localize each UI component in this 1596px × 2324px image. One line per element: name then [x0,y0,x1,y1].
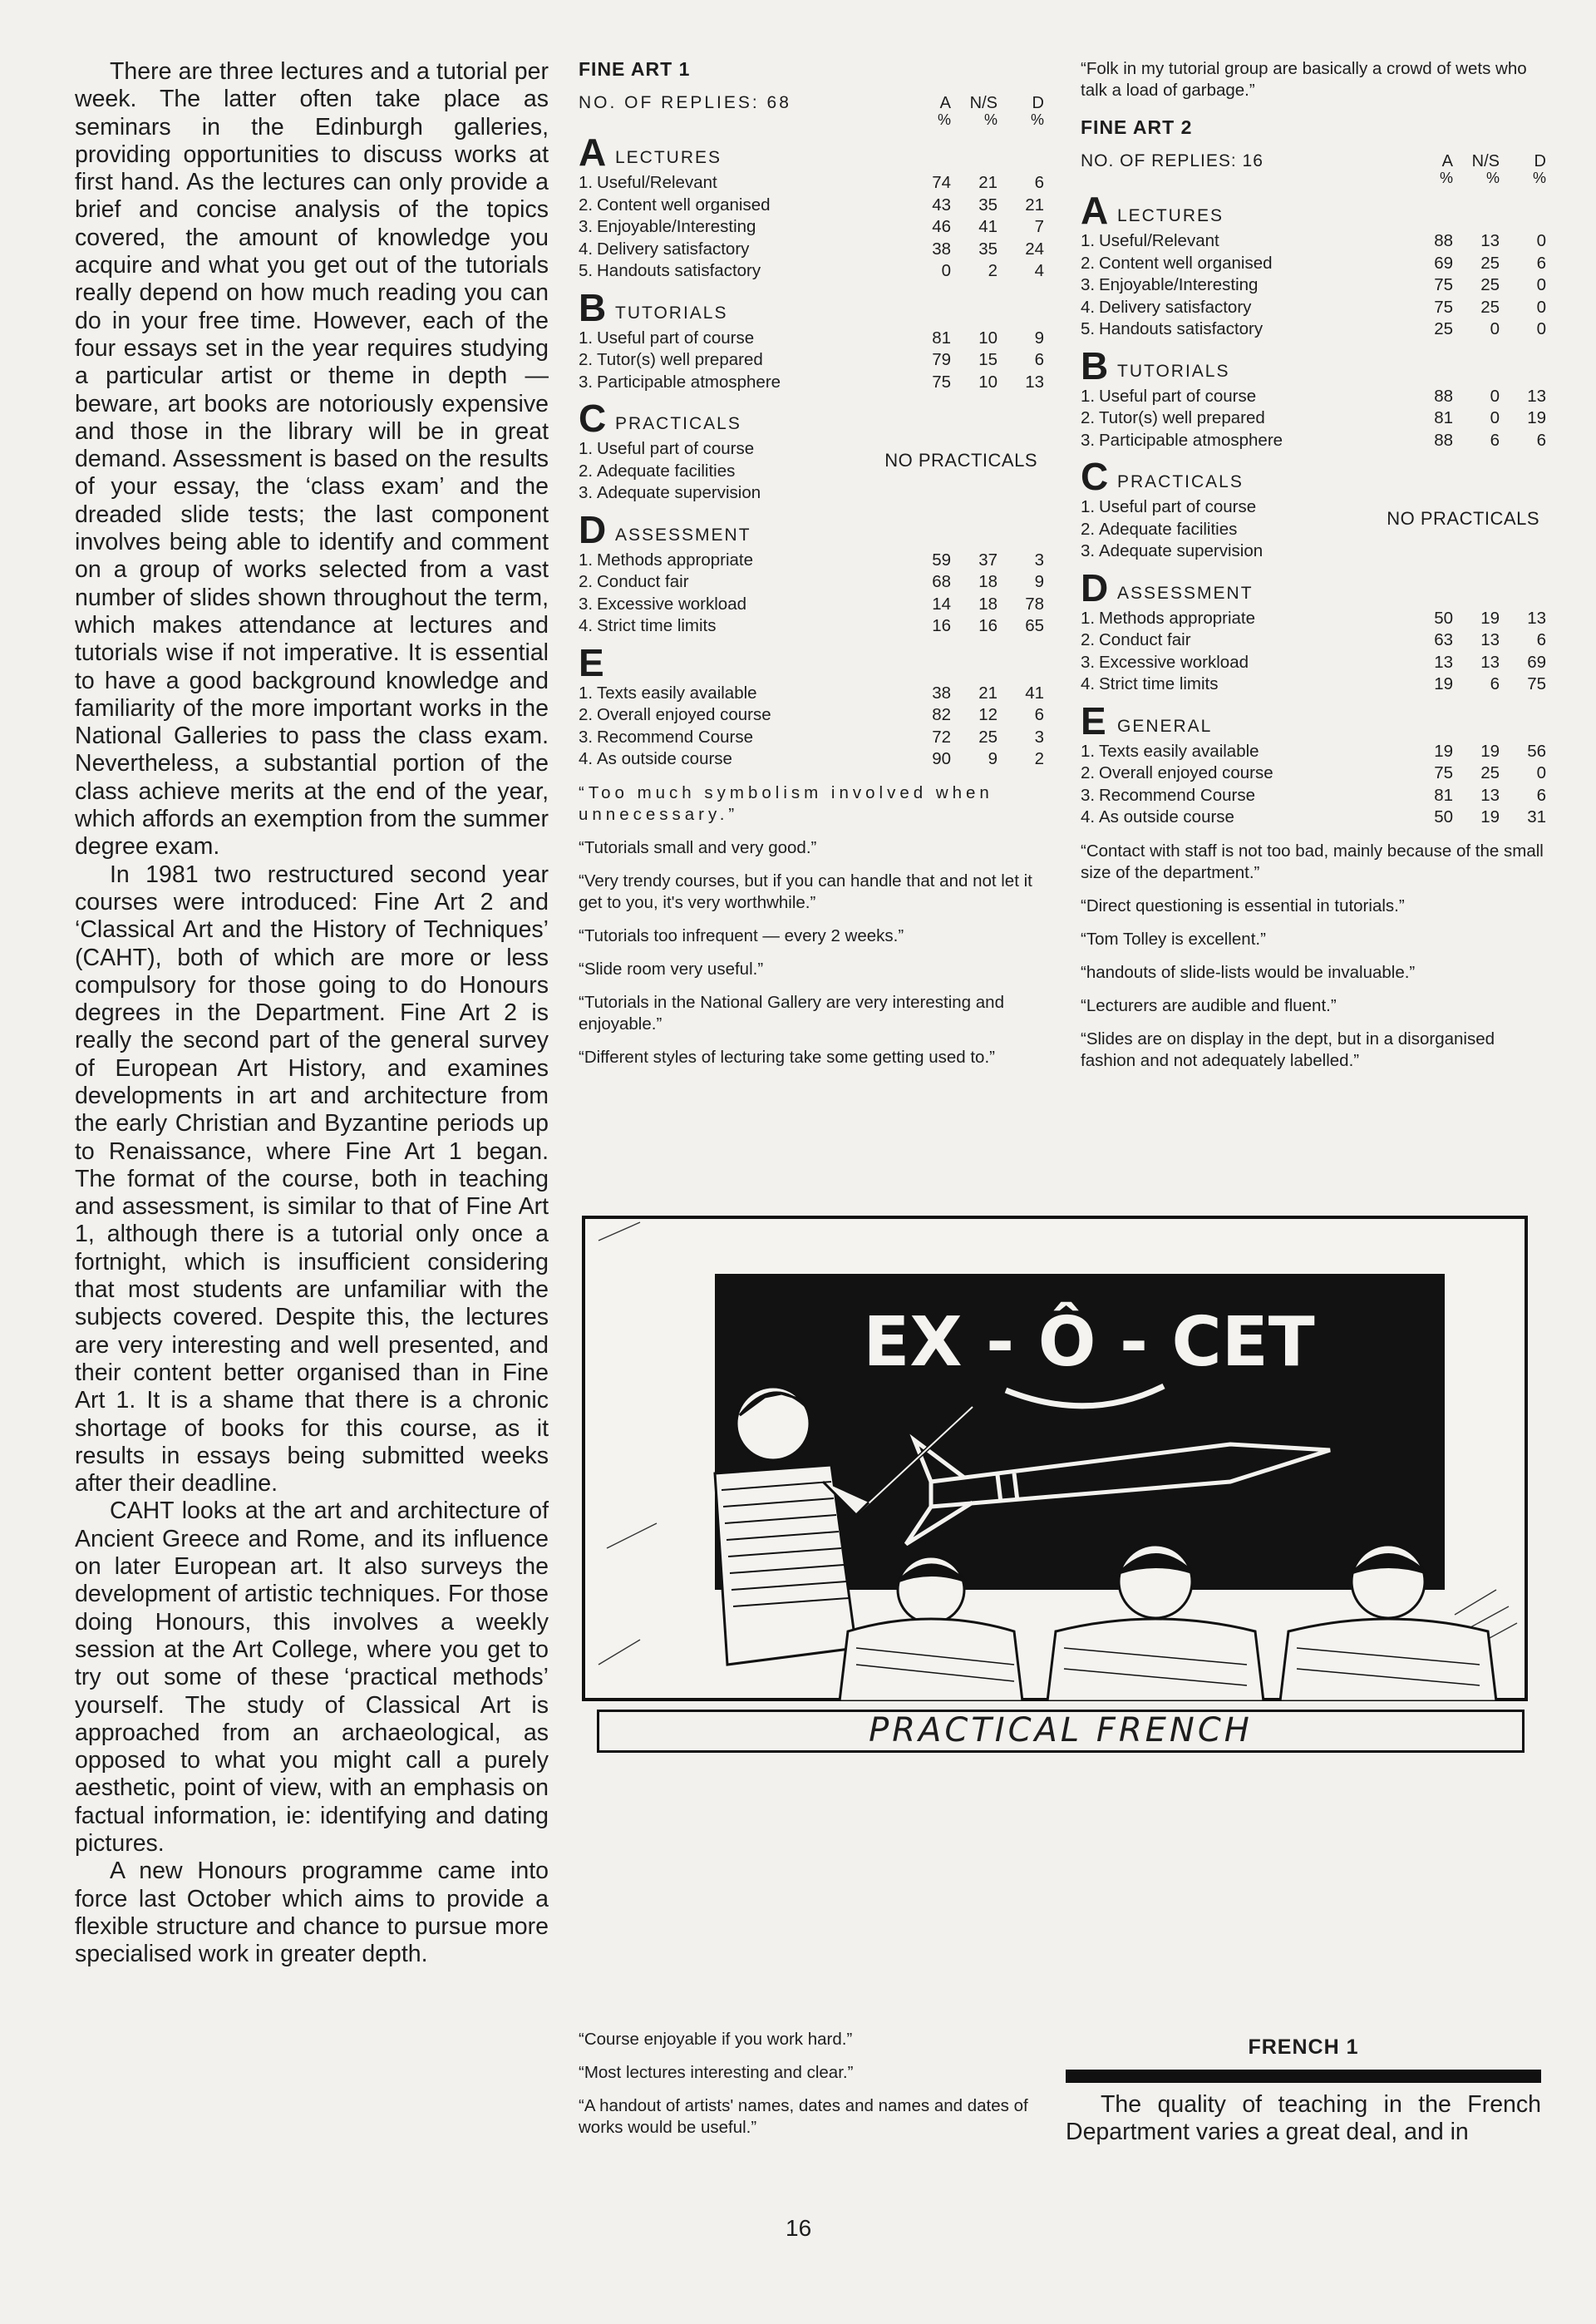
row-label: Overall enjoyed course [1099,763,1273,782]
row-number: 1. [1081,231,1096,250]
section-letter: C [579,397,607,440]
not-sure-value: 0 [1490,386,1500,406]
agree-value: 43 [932,195,951,215]
disagree-value: 19 [1527,408,1546,427]
fine-art-2-survey [1081,58,1546,1072]
student-quotes [579,782,1044,1068]
survey-row [579,260,1044,283]
disagree-value: 0 [1536,319,1546,338]
disagree-value: 75 [1527,674,1546,693]
disagree-value: 4 [1034,261,1044,280]
survey-row [579,615,1044,638]
not-sure-value: 6 [1490,674,1500,693]
row-label: Conduct fair [597,572,689,591]
disagree-value: 24 [1025,239,1044,259]
replies-count: NO. OF REPLIES: 16 [1081,151,1264,170]
french-1-section [1066,2035,1541,2146]
survey-row [1081,652,1546,674]
row-number: 3. [579,483,594,502]
survey-row [579,594,1044,616]
survey-sections [1081,189,1546,829]
not-sure-value: 41 [978,217,998,236]
not-sure-value: 19 [1480,741,1500,761]
disagree-value: 0 [1536,275,1546,294]
row-number: 2. [1081,253,1096,273]
student-quote: “Direct questioning is essential in tutorials.” [1081,896,1405,915]
col-header-disagree: D [1032,94,1044,112]
row-number: 1. [1081,608,1096,628]
row-label: As outside course [1099,807,1234,826]
agree-value: 81 [932,328,951,348]
disagree-value: 13 [1025,372,1044,392]
disagree-value: 6 [1034,705,1044,724]
agree-value: 16 [932,616,951,635]
disagree-value: 56 [1527,741,1546,761]
no-practicals-note: NO PRACTICALS [884,450,1037,471]
row-label: Recommend Course [1099,785,1255,805]
col-header-disagree: D [1534,152,1546,170]
row-number: 4. [1081,297,1096,317]
not-sure-value: 37 [978,550,998,570]
row-label: Adequate supervision [597,483,761,502]
agree-value: 82 [932,705,951,724]
survey-row [1081,253,1546,275]
section-title: FRENCH 1 [1248,2035,1359,2059]
agree-value: 13 [1434,652,1453,672]
survey-row [1081,407,1546,430]
row-label: Methods appropriate [1099,608,1256,628]
survey-row [1081,386,1546,408]
row-label: Participable atmosphere [1099,430,1283,450]
agree-value: 38 [932,683,951,703]
row-label: Content well organised [1099,253,1273,273]
not-sure-value: 9 [988,749,998,768]
survey-title: FINE ART 2 [1081,116,1193,138]
row-number: 4. [579,616,594,635]
row-label: Enjoyable/Interesting [1099,275,1259,294]
section-name: LECTURES [615,148,722,167]
agree-value: 81 [1434,408,1453,427]
agree-value: 88 [1434,386,1453,406]
agree-value: 19 [1434,741,1453,761]
row-number: 1. [579,328,594,348]
student-quotes [1081,841,1546,1072]
survey-row [1081,807,1546,829]
survey-row [579,372,1044,394]
survey-row [1081,629,1546,652]
survey-row [1081,297,1546,319]
student-quote: “Contact with staff is not too bad, mainly because of the small size of the department.” [1081,841,1544,882]
practical-french-cartoon [582,1216,1528,1701]
section-letter: C [1081,455,1109,498]
student-quote: “Tutorials in the National Gallery are very interesting and enjoyable.” [579,992,1004,1034]
row-number: 4. [1081,807,1096,826]
agree-value: 69 [1434,253,1453,273]
row-label: Strict time limits [597,616,717,635]
agree-value: 25 [1434,319,1453,338]
row-label: Adequate facilities [597,461,736,481]
row-label: Excessive workload [597,594,747,614]
row-label: Useful part of course [597,439,755,458]
not-sure-value: 13 [1480,231,1500,250]
disagree-value: 6 [1034,350,1044,369]
disagree-value: 21 [1025,195,1044,215]
row-number: 2. [1081,763,1096,782]
survey-row [579,195,1044,217]
row-number: 3. [579,372,594,392]
survey-row [1081,674,1546,696]
section-heading-tutorials [1081,343,1546,387]
disagree-value: 69 [1527,652,1546,672]
row-number: 2. [579,705,594,724]
row-number: 3. [579,217,594,236]
row-label: Enjoyable/Interesting [597,217,756,236]
disagree-value: 41 [1025,683,1044,703]
row-label: Useful part of course [1099,386,1257,406]
agree-value: 74 [932,173,951,192]
student-quote: “Tom Tolley is excellent.” [1081,929,1266,949]
row-label: Conduct fair [1099,630,1191,649]
row-number: 5. [1081,319,1096,338]
survey-row [579,482,1044,505]
disagree-value: 13 [1527,608,1546,628]
disagree-value: 2 [1034,749,1044,768]
section-letter: A [579,131,607,174]
survey-header-row [579,94,1044,112]
student-quote: “Too much symbolism involved when unnecessary.” [579,782,993,824]
section-name: ASSESSMENT [615,525,751,545]
row-number: 3. [579,594,594,614]
row-number: 4. [579,749,594,768]
disagree-value: 9 [1034,328,1044,348]
agree-value: 75 [1434,763,1453,782]
row-label: Content well organised [597,195,771,215]
disagree-value: 31 [1527,807,1546,826]
section-letter: A [1081,189,1109,232]
agree-value: 88 [1434,430,1453,450]
section-name: LECTURES [1117,206,1224,225]
student-quote: “Tutorials small and very good.” [579,837,817,857]
not-sure-value: 21 [978,173,998,192]
row-number: 5. [579,261,594,280]
practicals-block [1081,496,1546,563]
row-number: 3. [1081,275,1096,294]
row-number: 2. [1081,519,1096,539]
not-sure-value: 10 [978,372,998,392]
student-quote: “Course enjoyable if you work hard.” [579,2030,853,2049]
section-heading-practicals [1081,455,1546,498]
row-label: Handouts satisfactory [1099,319,1264,338]
survey-sections [579,131,1044,771]
blackboard-text: EX - Ô - CET [863,1303,1315,1382]
row-number: 3. [1081,785,1096,805]
section-letter: E [579,640,604,684]
row-number: 1. [1081,497,1096,516]
disagree-value: 0 [1536,763,1546,782]
row-number: 1. [579,550,594,570]
row-number: 2. [1081,630,1096,649]
survey-row [579,727,1044,749]
agree-value: 75 [1434,297,1453,317]
col-header-agree: A [939,94,951,112]
row-label: Recommend Course [597,727,753,747]
disagree-value: 13 [1527,386,1546,406]
bottom-quotes [579,2029,1044,2139]
disagree-value: 6 [1536,430,1546,450]
row-number: 3. [1081,430,1096,450]
student-quote: “Slides are on display in the dept, but in a disorganised fashion and not adequately labelled.” [1081,1029,1495,1070]
section-name: GENERAL [1117,716,1213,736]
agree-value: 14 [932,594,951,614]
disagree-value: 3 [1034,550,1044,570]
agree-value: 88 [1434,231,1453,250]
row-number: 2. [579,350,594,369]
not-sure-value: 25 [1480,297,1500,317]
section-heading-general [1081,698,1546,743]
section-letter: D [1081,565,1109,609]
col-header-not-sure: N/S [1471,152,1500,170]
not-sure-value: 10 [978,328,998,348]
row-number: 2. [579,461,594,481]
row-number: 2. [579,572,594,591]
disagree-value: 78 [1025,594,1044,614]
section-heading-assessment [579,507,1044,551]
cartoon-caption: PRACTICAL FRENCH [597,1710,1525,1753]
survey-row [1081,608,1546,630]
disagree-value: 7 [1034,217,1044,236]
not-sure-value: 0 [1490,408,1500,427]
agree-value: 46 [932,217,951,236]
agree-value: 79 [932,350,951,369]
survey-row [579,571,1044,594]
student-quote: “Different styles of lecturing take some getting used to.” [579,1047,995,1067]
survey-row [1081,230,1546,253]
body-paragraph: CAHT looks at the art and architecture of Ancient Greece and Rome, and its influence on later European art. It also surveys the development of artistic techniques. For those doing Honours, this involves a weekly session at the Art College, where you get to try out some of these ‘practical methods’ yourself. The study of Classical Art is approached from an archaeological, as opposed to what you might call a purely aesthetic, point of view, with an emphasis on factual information, ie: identifying and dating pictures. [75,1498,549,1857]
row-number: 2. [1081,408,1096,427]
row-number: 1. [579,439,594,458]
survey-row [579,239,1044,261]
row-number: 4. [579,239,594,259]
section-name: PRACTICALS [615,414,741,433]
not-sure-value: 19 [1480,807,1500,826]
row-number: 1. [1081,386,1096,406]
survey-row [579,550,1044,572]
not-sure-value: 18 [978,594,998,614]
survey-row [1081,318,1546,341]
disagree-value: 6 [1536,253,1546,273]
row-label: Adequate facilities [1099,519,1238,539]
row-label: Texts easily available [1099,741,1259,761]
not-sure-value: 0 [1490,319,1500,338]
row-number: 3. [1081,541,1096,560]
not-sure-value: 18 [978,572,998,591]
not-sure-value: 35 [978,195,998,215]
disagree-value: 6 [1536,630,1546,649]
body-paragraph: There are three lectures and a tutorial per week. The latter often take place as seminars in the Edinburgh galleries, providing opportunities to discuss works at first hand. As the lectures can only provide a brief and concise analysis of the topics covered, the amount of knowledge you acquire and what you get out of the tutorials really depend on how much reading you can do in your free time. However, each of the four essays set in the year requires studying a particular artist or theme in depth — beware, art books are notoriously expensive and those in the library will be in great demand. Assessment is based on the results of your essay, the ‘class exam’ and the dreaded slide tests; the last component involves being able to identify and comment on a group of works selected from a vast number of slides shown throughout the term, which makes attendance at lectures and tutorials wise if not imperative. It is essential to have a good background knowledge and familiarity of the more important works in the National Galleries to pass the class exam. Nevertheless, a substantial portion of the class achieve merits at the end of the year, which affords an exemption from the summer degree exam. [75,58,549,861]
section-divider [1066,2070,1541,2083]
row-number: 1. [579,173,594,192]
agree-value: 68 [932,572,951,591]
agree-value: 0 [941,261,951,280]
section-name: PRACTICALS [1117,472,1244,491]
row-label: Useful part of course [597,328,755,348]
body-paragraph: The quality of teaching in the French Department varies a great deal, and in [1066,2091,1541,2145]
section-name: TUTORIALS [615,303,728,323]
left-column [75,58,549,1968]
section-letter: E [1081,698,1106,743]
agree-value: 81 [1434,785,1453,805]
section-heading-lectures [579,131,1044,174]
student-quote: “Folk in my tutorial group are basically a crowd of wets who talk a load of garbage.” [1081,59,1527,100]
not-sure-value: 16 [978,616,998,635]
row-number: 3. [1081,652,1096,672]
student-quote: “Slide room very useful.” [579,959,764,979]
not-sure-value: 25 [1480,763,1500,782]
disagree-value: 65 [1025,616,1044,635]
survey-title: FINE ART 1 [579,58,691,80]
survey-row [579,349,1044,372]
row-number: 1. [1081,741,1096,761]
row-label: Useful part of course [1099,497,1257,516]
row-label: Texts easily available [597,683,757,703]
agree-value: 59 [932,550,951,570]
row-label: Useful/Relevant [1099,231,1219,250]
not-sure-value: 19 [1480,608,1500,628]
survey-row [1081,741,1546,763]
row-label: Excessive workload [1099,652,1249,672]
survey-row [579,172,1044,195]
section-heading-general [579,640,1044,684]
survey-row [579,683,1044,705]
agree-value: 72 [932,727,951,747]
row-label: Delivery satisfactory [1099,297,1252,317]
disagree-value: 0 [1536,297,1546,317]
survey-row [1081,274,1546,297]
agree-value: 19 [1434,674,1453,693]
not-sure-value: 25 [1480,253,1500,273]
body-paragraph: A new Honours programme came into force last October which aims to provide a flexible structure and chance to pursue more specialised work in greater depth. [75,1858,549,1968]
not-sure-value: 15 [978,350,998,369]
survey-row [579,704,1044,727]
agree-value: 90 [932,749,951,768]
not-sure-value: 6 [1490,430,1500,450]
row-number: 3. [579,727,594,747]
not-sure-value: 21 [978,683,998,703]
agree-value: 38 [932,239,951,259]
survey-row [579,216,1044,239]
survey-row [1081,430,1546,452]
practicals-block [579,438,1044,505]
percent-row: % % % [1439,170,1546,186]
row-number: 4. [1081,674,1096,693]
disagree-value: 3 [1034,727,1044,747]
student-quote: “handouts of slide-lists would be invaluable.” [1081,962,1416,982]
survey-row [579,748,1044,771]
agree-value: 63 [1434,630,1453,649]
not-sure-value: 12 [978,705,998,724]
section-name: TUTORIALS [1117,361,1230,381]
survey-row [1081,762,1546,785]
section-heading-assessment [1081,565,1546,609]
row-number: 2. [579,195,594,215]
section-heading-practicals [579,397,1044,440]
section-name: ASSESSMENT [1117,583,1254,603]
survey-row [579,328,1044,350]
row-label: Tutor(s) well prepared [597,350,763,369]
survey-row [1081,785,1546,807]
row-label: As outside course [597,749,732,768]
student-quote: “Lecturers are audible and fluent.” [1081,995,1337,1015]
disagree-value: 0 [1536,231,1546,250]
col-header-agree: A [1441,152,1453,170]
not-sure-value: 35 [978,239,998,259]
row-label: Methods appropriate [597,550,754,570]
row-label: Adequate supervision [1099,541,1264,560]
row-label: Handouts satisfactory [597,261,761,280]
row-label: Useful/Relevant [597,173,717,192]
disagree-value: 9 [1034,572,1044,591]
not-sure-value: 25 [978,727,998,747]
row-label: Participable atmosphere [597,372,781,392]
agree-value: 75 [932,372,951,392]
body-paragraph: In 1981 two restructured second year courses were introduced: Fine Art 2 and ‘Classical Art and the History of Techniques’ (CAHT), both of which are more or less compulsory for those going to do Honours degrees in the Department. Fine Art 2 is really the second part of the general survey of European Art History, and examines developments in art and architecture from the early Christian and Byzantine periods up to Renaissance, where Fine Art 1 began. The format of the course, both in teaching and assessment, is similar to that of Fine Art 1, although there is a tutorial only once a fortnight, which is insufficient considering that most students are unfamiliar with the subjects covered. Despite this, the lectures are very interesting and well presented, and their content better organised than in Fine Art 1. It is a shame that there is a chronic shortage of books for this course, as it results in essays being submitted weeks after their deadline. [75,861,549,1498]
not-sure-value: 13 [1480,630,1500,649]
percent-row: % % % [937,111,1044,128]
agree-value: 50 [1434,608,1453,628]
row-label: Overall enjoyed course [597,705,771,724]
student-quote: “Very trendy courses, but if you can handle that and not let it get to you, it's very worthwhile.” [579,871,1032,912]
section-letter: B [1081,343,1109,387]
replies-count: NO. OF REPLIES: 68 [579,93,791,112]
disagree-value: 6 [1536,785,1546,805]
no-practicals-note: NO PRACTICALS [1387,508,1539,529]
row-label: Delivery satisfactory [597,239,750,259]
section-heading-lectures [1081,189,1546,232]
section-heading-tutorials [579,285,1044,329]
student-quote: “Most lectures interesting and clear.” [579,2063,854,2082]
col-header-not-sure: N/S [969,94,998,112]
row-number: 1. [579,683,594,703]
survey-header-row [1081,152,1546,170]
page-number: 16 [786,2215,812,2241]
not-sure-value: 25 [1480,275,1500,294]
row-label: Tutor(s) well prepared [1099,408,1265,427]
section-letter: D [579,507,607,551]
not-sure-value: 13 [1480,785,1500,805]
not-sure-value: 13 [1480,652,1500,672]
student-quote: “Tutorials too infrequent — every 2 weeks.” [579,925,904,945]
disagree-value: 6 [1034,173,1044,192]
section-letter: B [579,285,607,329]
student-quote: “A handout of artists' names, dates and names and dates of works would be useful.” [579,2096,1028,2137]
fine-art-1-survey [579,58,1044,1068]
survey-row [1081,540,1546,563]
row-label: Strict time limits [1099,674,1219,693]
agree-value: 75 [1434,275,1453,294]
agree-value: 50 [1434,807,1453,826]
not-sure-value: 2 [988,261,998,280]
